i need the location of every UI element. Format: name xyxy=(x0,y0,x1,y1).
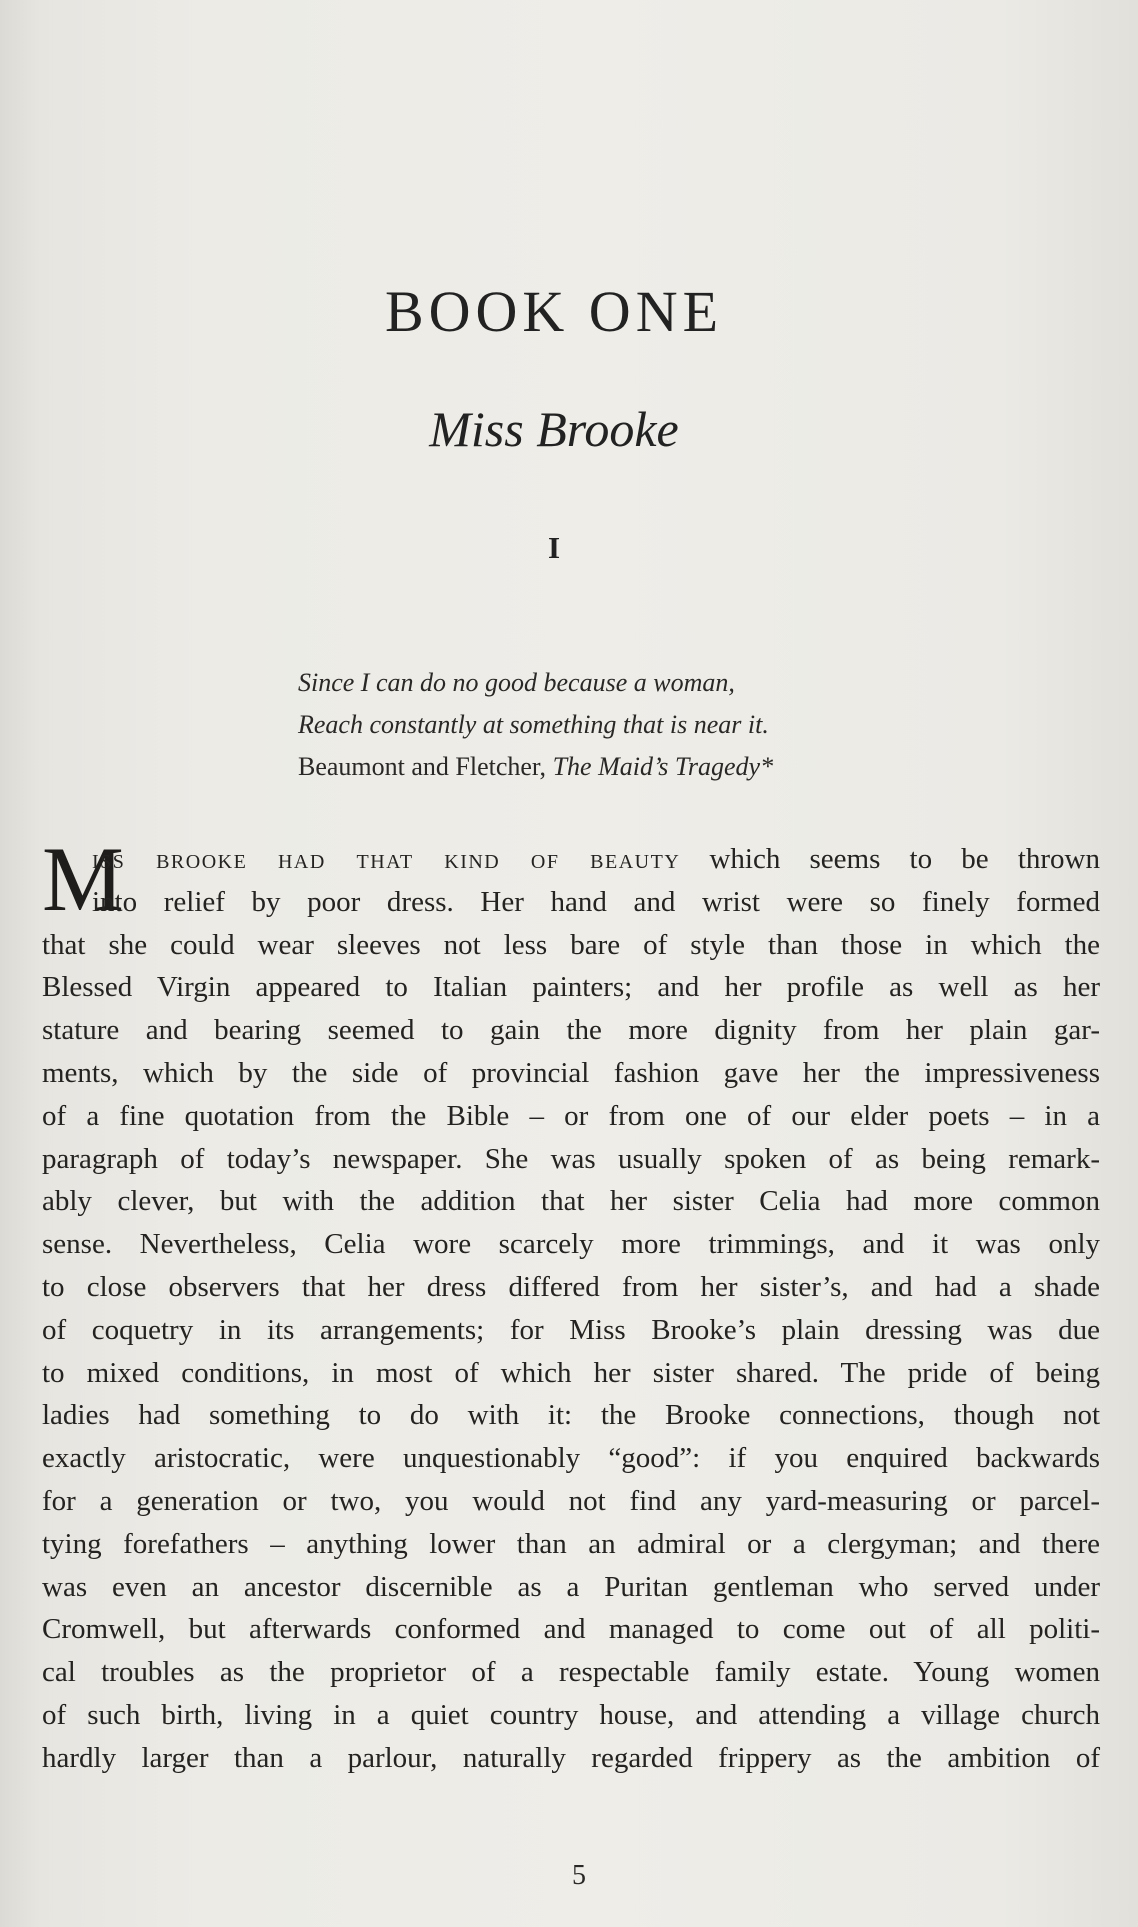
paragraph-line: ably clever, but with the addition that her sister Celia had more common xyxy=(42,1185,1100,1218)
paragraph-line: stature and bearing seemed to gain the more dignity from her plain gar- xyxy=(42,1014,1100,1047)
opening-small-caps: iss brooke had that kind of beauty xyxy=(92,843,681,875)
paragraph-line: Blessed Virgin appeared to Italian painters; and her profile as well as her xyxy=(42,971,1100,1004)
paragraph-line: to mixed conditions, in most of which her sister shared. The pride of being xyxy=(42,1356,1100,1389)
book-heading: BOOK ONE xyxy=(384,279,724,344)
epigraph-attribution xyxy=(298,746,773,788)
paragraph-line: of such birth, living in a quiet country house, and attending a village church xyxy=(42,1698,1100,1731)
paragraph-line: sense. Nevertheless, Celia wore scarcely more trimmings, and it was only xyxy=(42,1228,1100,1261)
paragraph-line: tying forefathers – anything lower than an admiral or a clergyman; and there xyxy=(42,1527,1100,1560)
epigraph xyxy=(298,662,773,788)
paragraph-line: exactly aristocratic, were unquestionably “good”: if you enquired backwards xyxy=(42,1442,1100,1475)
epigraph-source-title: The Maid’s Tragedy* xyxy=(552,752,774,781)
paragraph-line: to close observers that her dress differed from her sister’s, and had a shade xyxy=(42,1270,1100,1303)
epigraph-line-2: Reach constantly at something that is near it. xyxy=(298,710,769,739)
paragraph-line: hardly larger than a parlour, naturally regarded frippery as the ambition of xyxy=(42,1741,1100,1774)
paragraph-line: of a fine quotation from the Bible – or from one of our elder poets – in a xyxy=(42,1099,1100,1132)
epigraph-authors: Beaumont and Fletcher, xyxy=(298,752,553,781)
chapter-paragraph xyxy=(42,828,1100,1780)
page-number: 5 xyxy=(572,1860,586,1891)
paragraph-line: ments, which by the side of provincial fashion gave her the impressiveness xyxy=(42,1056,1100,1089)
part-title: Miss Brooke xyxy=(429,401,679,457)
paragraph-line: for a generation or two, you would not find any yard-measuring or parcel- xyxy=(42,1484,1100,1517)
paragraph-line-text: which seems to be thrown xyxy=(680,843,1100,875)
paragraph-line: of coquetry in its arrangements; for Miss Brooke’s plain dressing was due xyxy=(42,1313,1100,1346)
paragraph-line: that she could wear sleeves not less bare of style than those in which the xyxy=(42,928,1100,961)
paragraph-line: ladies had something to do with it: the Brooke connections, though not xyxy=(42,1399,1100,1432)
paragraph-line: Cromwell, but afterwards conformed and managed to come out of all politi- xyxy=(42,1613,1100,1646)
paragraph-line: cal troubles as the proprietor of a respectable family estate. Young women xyxy=(42,1656,1100,1689)
paragraph-line xyxy=(42,838,1100,881)
epigraph-line-1: Since I can do no good because a woman, xyxy=(298,668,735,697)
drop-cap: M xyxy=(42,828,124,930)
paragraph-line: paragraph of today’s newspaper. She was usually spoken of as being remark- xyxy=(42,1142,1100,1175)
chapter-number: I xyxy=(547,530,561,565)
paragraph-line: was even an ancestor discernible as a Puritan gentleman who served under xyxy=(42,1570,1100,1603)
paragraph-line: into relief by poor dress. Her hand and wrist were so finely formed xyxy=(92,885,1100,918)
